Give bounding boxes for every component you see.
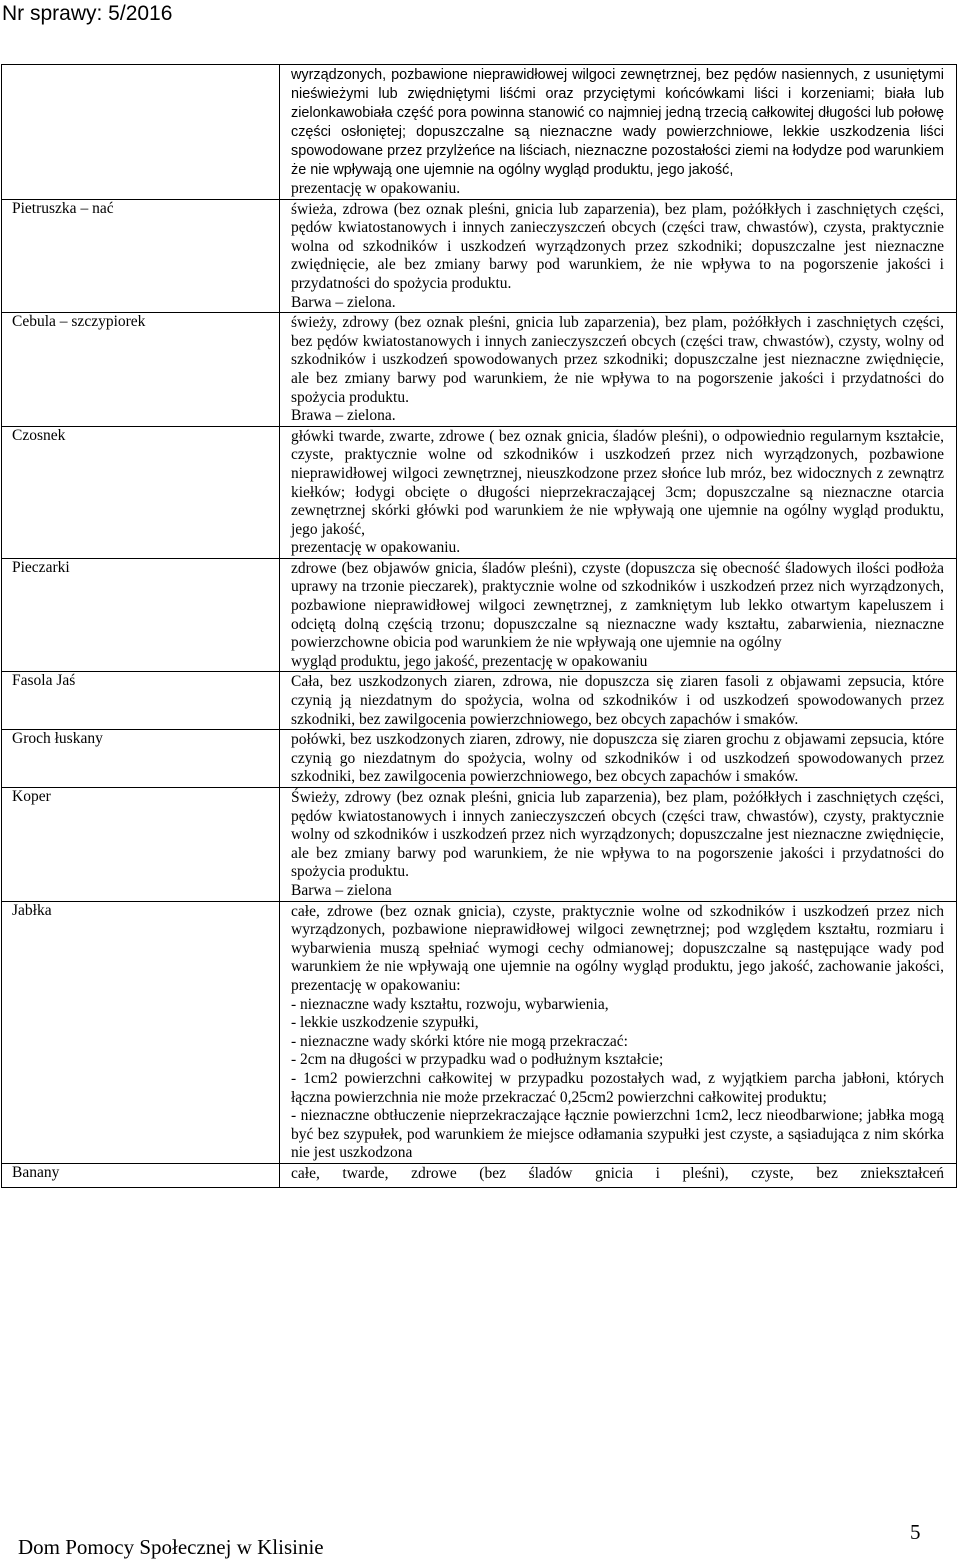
product-name: Jabłka — [2, 901, 280, 1163]
description-paragraph: połówki, bez uszkodzonych ziaren, zdrowy, nie dopuszcza się ziaren grochu z objawami zepsucia, które czynią go niezdatnym do spożycia, wolny od szkodników i od uszkodzeń spowodowanych przez szkodniki, bez zawilgocenia powierzchniowego, bez obcych zapachów i smaków. — [291, 731, 944, 786]
description-paragraph: całe, zdrowe (bez oznak gnicia), czyste, praktycznie wolne od szkodników i uszkodzeń przez nich wyrządzonych, pozbawione nieprawidłowej wilgoci zewnętrznej; pod względem kształtu, rozmiaru i wybarwienia muszą spełniać wymogi cechy odmianowej; dopuszczalne są następujące wady pod warunkiem że nie wpływają one ujemnie na ogólny wygląd produktu, jego jakość, zachowanie jakości, prezentację w opakowaniu: — [291, 902, 944, 994]
description-paragraph: zdrowe (bez objawów gnicia, śladów pleśni), czyste (dopuszcza się obecność śladowych ilości podłoża uprawy na trzonie pieczarek), praktycznie wolne od szkodników i uszkodzeń przez nich wyrządzonych, pozbawione nieprawidłowej wilgoci zewnętrznej, z zamkniętym lub lekko otwartym kapeluszem i odciętą dolną częścią trzonu; dopuszczalne są nieznaczne wady kształtu, zabarwienia, nieznaczne powierzchowne obicia pod warunkiem że nie wpływają one ujemnie na ogólny — [291, 559, 944, 652]
description-paragraph: Cała, bez uszkodzonych ziaren, zdrowa, nie dopuszcza się ziaren fasoli z objawami zepsucia, które czynią ją niezdatnym do spożycia, wolna od szkodników i od uszkodzeń spowodowanych przez szkodniki, bez zawilgocenia powierzchniowego, bez obcych zapachów i smaków. — [291, 673, 944, 728]
product-name: Koper — [2, 788, 280, 902]
description-paragraph: główki twarde, zwarte, zdrowe ( bez oznak gnicia, śladów pleśni), o odpowiednio regularnym kształcie, czyste, praktycznie wolne od szkodników i uszkodzeń przez nich wyrządzonych, pozbawione nieprawidłowej wilgoci zewnętrznej, nieuszkodzone przez słońce lub mróz, bez widocznych z zewnątrz kiełków; łodygi obcięte o długości nieprzekraczającej 3cm; dopuszczalne są nieznaczne otarcia zewnętrznej skórki główki pod warunkiem że nie wpływają one ujemnie na ogólny wygląd produktu, jego jakość, — [291, 427, 944, 538]
product-name: Fasola Jaś — [2, 672, 280, 730]
product-description — [280, 672, 957, 730]
list-item: - lekkie uszkodzenie szypułki, — [291, 1014, 479, 1032]
description-paragraph: Barwa – zielona — [291, 881, 392, 899]
table-row — [2, 65, 957, 200]
list-item: - 2cm na długości w przypadku wad o podłużnym kształcie; — [291, 1051, 664, 1069]
product-description — [280, 65, 957, 200]
product-name: Banany — [2, 1163, 280, 1187]
list-item: - nieznaczne obtłuczenie nieprzekraczające łącznie powierzchni 1cm2, lecz nieodbarwione; jabłka mogą być bez szypułek, pod warunkiem że miejsce odłamania szypułki jest czyste, a sąsiadująca z nim skórka nie jest uszkodzona — [291, 1107, 944, 1162]
description-paragraph: wygląd produktu, jego jakość, prezentację w opakowaniu — [291, 652, 648, 670]
description-paragraph: świeża, zdrowa (bez oznak pleśni, gnicia lub zaparzenia), bez plam, pożółkłych i zaschniętych części, pędów kwiatostanowych i innych zanieczyszczeń obcych (części traw, chwastów), czysta, praktycznie wolna od szkodników i uszkodzeń wyrządzonych przez szkodniki; dopuszczalne jest nieznaczne zwiędnięcie, ale bez zmiany barwy pod warunkiem, że nie wpływa to na pogorszenie jakości i przydatności do spożycia produktu. — [291, 200, 944, 292]
product-description — [280, 558, 957, 672]
table-row — [2, 1163, 957, 1187]
description-paragraph: całe, twarde, zdrowe (bez śladów gnicia i pleśni), czyste, bez zniekształceń — [291, 1164, 944, 1182]
description-paragraph: Świeży, zdrowy (bez oznak pleśni, gnicia lub zaparzenia), bez plam, pożółkłych i zaschniętych części, pędów kwiatostanowych i innych zanieczyszczeń obcych (części traw, chwastów), czysty, praktycznie wolny od szkodników i uszkodzeń przez nich wyrządzonych; dopuszczalne jest nieznaczne zwiędnięcie, ale bez zmiany barwy pod warunkiem, że nie wpływa to na pogorszenie jakości i przydatności do spożycia produktu. — [291, 789, 944, 881]
product-description — [280, 730, 957, 788]
product-name: Groch łuskany — [2, 730, 280, 788]
product-name: Cebula – szczypiorek — [2, 313, 280, 427]
product-description — [280, 199, 957, 313]
list-item: - nieznaczne wady skórki które nie mogą przekraczać: — [291, 1032, 628, 1050]
description-paragraph: prezentację w opakowaniu. — [291, 180, 461, 197]
product-description — [280, 1163, 957, 1187]
table-row — [2, 901, 957, 1163]
description-paragraph: Brawa – zielona. — [291, 407, 396, 425]
table-row — [2, 730, 957, 788]
product-spec-table — [1, 64, 957, 1188]
product-name: Czosnek — [2, 426, 280, 558]
description-paragraph: świeży, zdrowy (bez oznak pleśni, gnicia lub zaparzenia), bez plam, pożółkłych i zaschniętych części, bez pędów kwiatostanowych i innych zanieczyszczeń obcych (części traw, chwastów), czysty, wolny od szkodników i uszkodzeń spowodowanych przez szkodniki; dopuszczalne jest nieznaczne zwiędnięcie, ale bez zmiany barwy pod warunkiem, że nie wpływa to na pogorszenie jakości i przydatności do spożycia produktu. — [291, 314, 944, 406]
product-description — [280, 788, 957, 902]
table-row — [2, 199, 957, 313]
table-row — [2, 558, 957, 672]
product-description — [280, 426, 957, 558]
product-name: Pietruszka – nać — [2, 199, 280, 313]
description-paragraph: prezentację w opakowaniu. — [291, 539, 461, 557]
table-row — [2, 788, 957, 902]
page-number: 5 — [910, 1520, 921, 1544]
table-row — [2, 426, 957, 558]
table-row — [2, 672, 957, 730]
product-description — [280, 313, 957, 427]
list-item: - nieznaczne wady kształtu, rozwoju, wybarwienia, — [291, 995, 609, 1013]
description-paragraph: Barwa – zielona. — [291, 293, 396, 311]
product-description — [280, 901, 957, 1163]
case-number: Nr sprawy: 5/2016 — [2, 2, 173, 25]
table-row — [2, 313, 957, 427]
product-name — [2, 65, 280, 200]
footer-organization: Dom Pomocy Społecznej w Klisinie — [18, 1535, 324, 1559]
list-item: - 1cm2 powierzchni całkowitej w przypadku pozostałych wad, z wyjątkiem parcha jabłoni, których łączna powierzchnia nie może przekraczać 0,25cm2 powierzchni całkowitej produktu; — [291, 1069, 944, 1106]
product-name: Pieczarki — [2, 558, 280, 672]
description-paragraph: wyrządzonych, pozbawione nieprawidłowej wilgoci zewnętrznej, bez pędów nasiennych, z usuniętymi nieświeżymi lub zwiędniętymi liśćmi oraz przyciętymi końcówkami liści i korzeniami; biała lub zielonkawobiała część pora powinna stanowić co najmniej jedną trzecią całkowitej długości lub połowę części osłoniętej; dopuszczalne są nieznaczne wady powierzchniowe, lekkie uszkodzenia liści spowodowane przez przylżeńce na liściach, nieznaczne pozostałości ziemi na łodydze pod warunkiem że nie wpływają one ujemnie na ogólny wygląd produktu, jego jakość, — [291, 67, 944, 178]
